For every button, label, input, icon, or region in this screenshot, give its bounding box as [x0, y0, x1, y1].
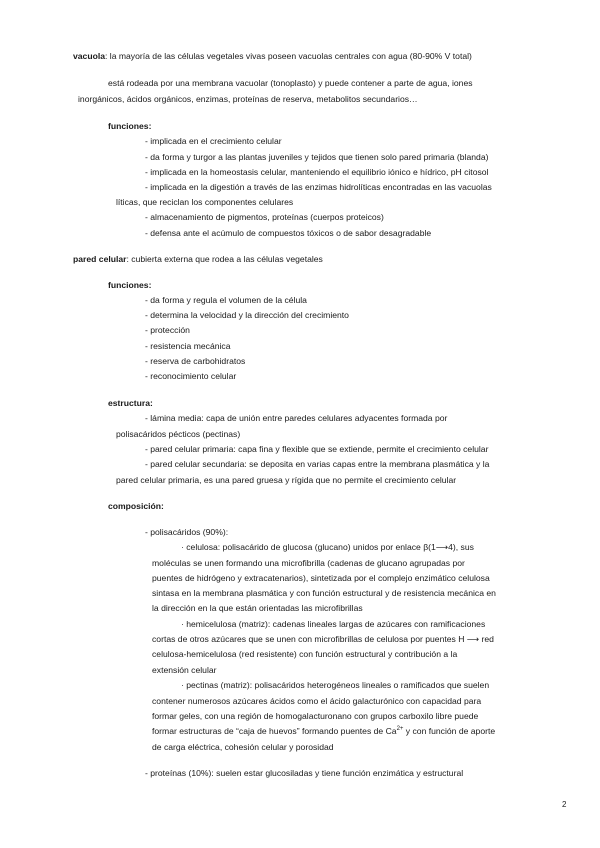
vacuola-funcion-item: - implicada en la digestión a través de las enzimas hidrolíticas encontradas en las vacuolas — [145, 182, 492, 192]
pared-funcion-item: - protección — [145, 325, 190, 335]
vacuola-desc-line-1: está rodeada por una membrana vacuolar (tonoplasto) y puede contener a parte de agua, iones — [108, 78, 473, 88]
vacuola-funcion-item: - implicada en el crecimiento celular — [145, 136, 282, 146]
proteinas-item: - proteínas (10%): suelen estar glucosiladas y tiene función enzimática y estructural — [145, 768, 464, 778]
pared-estructura-item: - pared celular primaria: capa fina y flexible que se extiende, permite el crecimiento celular — [145, 444, 489, 454]
pared-funcion-item: - reconocimiento celular — [145, 371, 237, 381]
pared-composicion-heading: composición: — [108, 501, 164, 511]
pectinas-line: formar geles, con una región de homogalacturonano con grupos carboxilo libre puede — [152, 711, 479, 721]
vacuola-funcion-item: - implicada en la homeostasis celular, manteniendo el equilibrio iónico e hídrico, pH citosol — [145, 167, 489, 177]
polisacaridos-item: - polisacáridos (90%): — [145, 527, 229, 537]
hemicelulosa-line: cortas de otros azúcares que se unen con microfibrillas de celulosa por puentes H ⟶ red — [152, 634, 494, 644]
vacuola-funcion-item: - almacenamiento de pigmentos, proteínas (cuerpos proteicos) — [145, 212, 384, 222]
pared-estructura-item: - lámina media: capa de unión entre paredes celulares adyacentes formada por — [145, 413, 448, 423]
pared-estructura-heading: estructura: — [108, 398, 153, 408]
pectinas-line: de carga eléctrica, cohesión celular y porosidad — [152, 742, 334, 752]
vacuola-funcion-item: - defensa ante el acúmulo de compuestos tóxicos o de sabor desagradable — [145, 228, 432, 238]
vacuola-term: vacuola — [73, 51, 106, 61]
page-number: 2 — [562, 800, 567, 809]
celulosa-line: · celulosa: polisacárido de glucosa (glucano) unidos por enlace β(1⟶4), sus — [181, 542, 474, 552]
celulosa-line: la dirección en la que están orientadas las microfibrillas — [152, 603, 363, 613]
celulosa-line: sintasa en la membrana plasmática y con función estructural y de resistencia mecánica en — [152, 588, 496, 598]
pectinas-line: contener numerosos azúcares ácidos como el ácido galacturónico con capacidad para — [152, 696, 482, 706]
calcium-charge: 2+ — [396, 726, 404, 732]
pectinas-line: · pectinas (matriz): polisacáridos heterogéneos lineales o ramificados que suelen — [181, 680, 490, 690]
vacuola-funciones-heading: funciones: — [108, 121, 152, 131]
pectinas-line: formar estructuras de “caja de huevos” formando puentes de $Ca^{2+}$ y con función de aporte — [152, 726, 496, 736]
celulosa-line: moléculas se unen formando una microfibrilla (cadenas de glucano agrupadas por — [152, 558, 465, 568]
vacuola-definition: vacuola: la mayoría de las células vegetales vivas poseen vacuolas centrales con agua (80-90% V total) — [73, 51, 472, 61]
pared-definition: pared celular: cubierta externa que rodea a las células vegetales — [73, 254, 323, 264]
hemicelulosa-line: extensión celular — [152, 665, 217, 675]
vacuola-funcion-item-cont: líticas, que reciclan los componentes celulares — [116, 197, 294, 207]
pared-estructura-item-cont: pared celular primaria, es una pared gruesa y rígida que no permite el crecimiento celular — [116, 475, 457, 485]
pared-funciones-heading: funciones: — [108, 280, 152, 290]
pared-funcion-item: - reserva de carbohidratos — [145, 356, 246, 366]
pared-estructura-item: - pared celular secundaria: se deposita en varias capas entre la membrana plasmática y la — [145, 459, 490, 469]
celulosa-line: puentes de hidrógeno y extracatenarios), sintetizada por el complejo enzimático celulosa — [152, 573, 490, 583]
hemicelulosa-line: celulosa-hemicelulosa (red resistente) con función estructural y contribución a la — [152, 649, 458, 659]
vacuola-funcion-item: - da forma y turgor a las plantas juveniles y tejidos que tienen solo pared primaria (blanda) — [145, 152, 489, 162]
pared-estructura-item-cont: polisacáridos pécticos (pectinas) — [116, 429, 241, 439]
pared-funcion-item: - determina la velocidad y la dirección del crecimiento — [145, 310, 349, 320]
pared-funcion-item: - da forma y regula el volumen de la célula — [145, 295, 307, 305]
pared-funcion-item: - resistencia mecánica — [145, 341, 231, 351]
pared-term: pared celular — [73, 254, 127, 264]
vacuola-desc-line-2: inorgánicos, ácidos orgánicos, enzimas, proteínas de reserva, metabolitos secundarios… — [78, 94, 418, 104]
hemicelulosa-line: · hemicelulosa (matriz): cadenas lineales largas de azúcares con ramificaciones — [181, 619, 486, 629]
